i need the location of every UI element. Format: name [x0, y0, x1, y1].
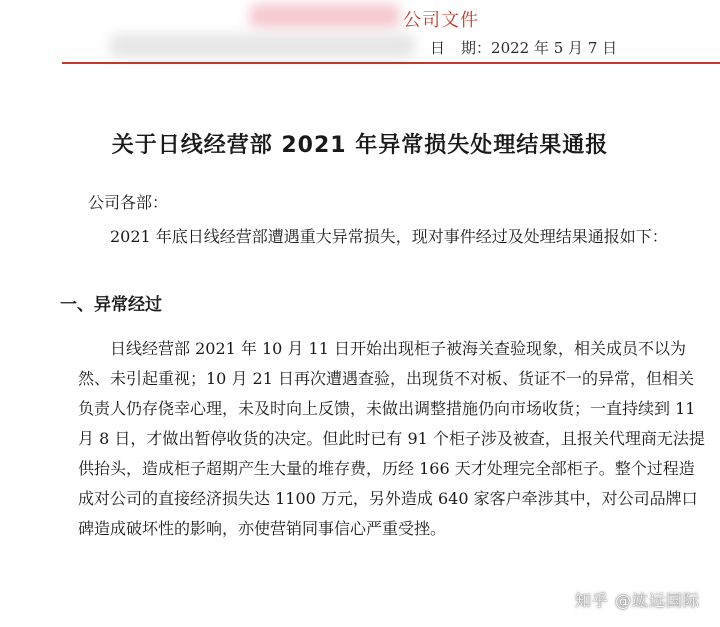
- redacted-header-org: [250, 4, 400, 28]
- header-date-value: 2022 年 5 月 7 日: [491, 39, 618, 57]
- intro-paragraph: 2021 年底日线经营部遭遇重大异常损失，现对事件经过及处理结果通报如下：: [110, 227, 668, 246]
- salutation: 公司各部：: [88, 193, 169, 212]
- header-org-title: 公司文件: [403, 10, 479, 31]
- header-divider: [62, 62, 720, 64]
- section-1-heading: 一、异常经过: [60, 295, 162, 315]
- redacted-header-number: [110, 34, 415, 58]
- section-1-body: 日线经营部 2021 年 10 月 11 日开始出现柜子被海关查验现象，相关成员不以为然、未引起重视；10 月 21 日再次遭遇查验，出现货不对板、货证不一的异常，但相关负责人仍存侥幸心理，未及时向上反馈，未做出调整措施仍向市场收货；一直持续到 11 月 8 日，才做出暂停收货的决定。但此时已有 91 个柜子涉及被查，且报关代理商无法提供抬头，造成柜子超期产生大量的堆存费，历经 166 天才处理完全部柜子。整个过程造成对公司的直接经济损失达 1100 万元，另外造成 640 家客户牵涉其中，对公司品牌口碑造成破坏性的影响，亦使营销同事信心严重受挫。: [78, 339, 705, 538]
- watermark: 知乎 @竑远国际: [574, 591, 700, 610]
- document-title: 关于日线经营部 2021 年异常损失处理结果通报: [111, 133, 609, 158]
- header-date-label-2: 期：: [461, 39, 492, 57]
- header-date-label: 日: [430, 39, 446, 57]
- header-date: [430, 37, 617, 58]
